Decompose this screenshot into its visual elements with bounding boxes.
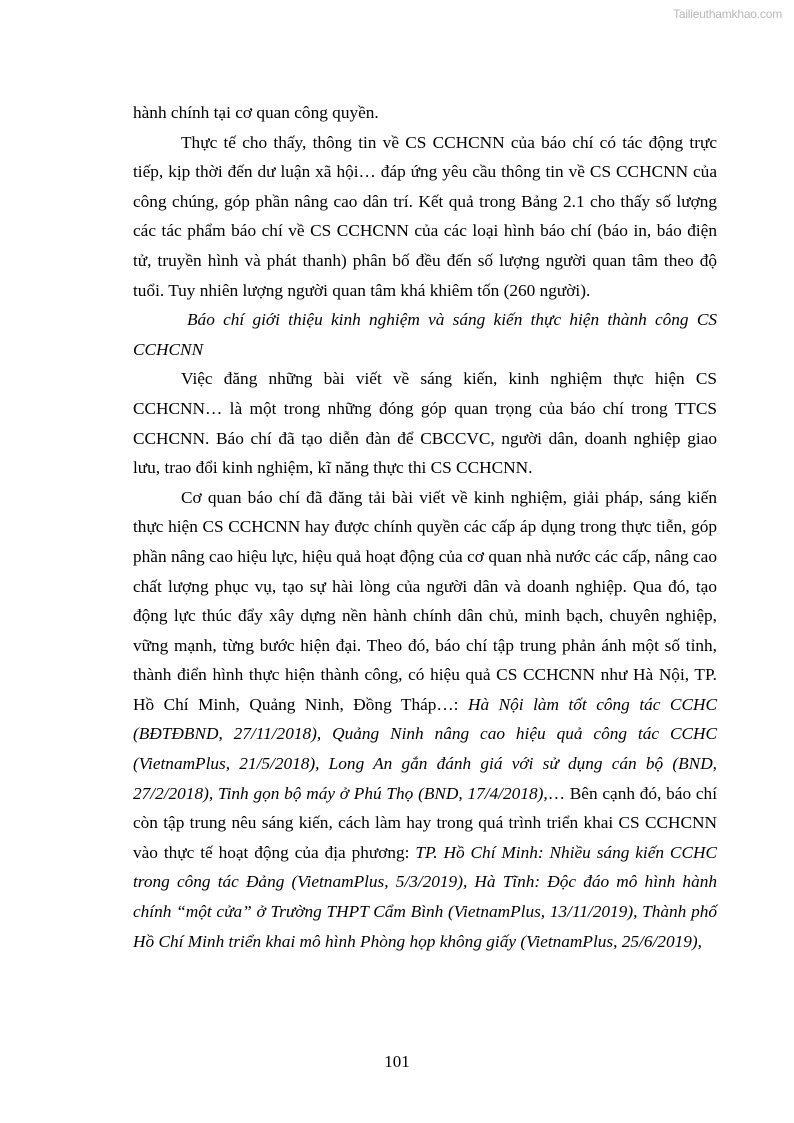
paragraph-info-impact: Thực tế cho thấy, thông tin về CS CCHCNN của báo chí có tác động trực tiếp, kịp thời đến dư luận xã hội… đáp ứng yêu cầu thông tin về CS CCHCNN của công chúng, góp phần nâng cao dân trí. Kết quả trong Bảng 2.1 cho thấy số lượng các tác phẩm báo chí về CS CCHCNN của các loại hình báo chí (báo in, báo điện tử, truyền hình và phát thanh) phân bố đều đến số lượng người quan tâm theo độ tuổi. Tuy nhiên lượng người quan tâm khá khiêm tốn (260 người). xyxy=(133,132,717,300)
examples-citations-1: Hà Nội làm tốt công tác CCHC (BĐTĐBND, 27/11/2018), Quảng Ninh nâng cao hiệu quả công tác CCHC (VietnamPlus, 21/5/2018), Long An gắn đánh giá với sử dụng cán bộ (BND, 27/2/2018), Tinh gọn bộ máy ở Phú Thọ (BND, 17/4/2018), xyxy=(133,694,717,803)
page-number: 101 xyxy=(384,1052,410,1071)
section-heading: Báo chí giới thiệu kinh nghiệm và sáng kiến thực hiện thành công CS CCHCNN xyxy=(133,310,717,359)
watermark: Tailieuthamkhao.com xyxy=(673,7,782,21)
examples-citations-2: TP. Hồ Chí Minh: Nhiều sáng kiến CCHC trong công tác Đảng (VietnamPlus, 5/3/2019), Hà Tĩnh: Độc đáo mô hình hành chính “một cửa” ở Trường THPT Cẩm Bình (VietnamPlus, 13/11/2019), Thành phố Hồ Chí Minh triển khai mô hình Phòng họp không giấy (VietnamPlus, 25/6/2019), xyxy=(133,842,717,951)
paragraph-forum: Việc đăng những bài viết về sáng kiến, kinh nghiệm thực hiện CS CCHCNN… là một trong những đóng góp quan trọng của báo chí trong TTCS CCHCNN. Báo chí đã tạo diễn đàn để CBCCVC, người dân, doanh nghiệp giao lưu, trao đổi kinh nghiệm, kĩ năng thực thi CS CCHCNN. xyxy=(133,369,717,478)
paragraph-examples xyxy=(133,483,717,957)
examples-text-1: Cơ quan báo chí đã đăng tải bài viết về kinh nghiệm, giải pháp, sáng kiến thực hiện CS CCHCNN hay được chính quyền các cấp áp dụng trong thực tiễn, góp phần nâng cao hiệu lực, hiệu quả hoạt động của cơ quan nhà nước các cấp, nâng cao chất lượng phục vụ, tạo sự hài lòng của người dân và doanh nghiệp. Qua đó, tạo động lực thúc đẩy xây dựng nền hành chính dân chủ, minh bạch, chuyên nghiệp, vững mạnh, từng bước hiện đại. Theo đó, báo chí tập trung phản ánh một số tỉnh, thành điển hình thực hiện thành công, có hiệu quả CS CCHCNN như Hà Nội, TP. Hồ Chí Minh, Quảng Ninh, Đồng Tháp…: xyxy=(133,487,717,714)
paragraph-continuation: hành chính tại cơ quan công quyền. xyxy=(133,103,379,122)
document-body xyxy=(133,98,717,956)
examples-text-2: … Bên cạnh đó, báo chí còn tập trung nêu sáng kiến, cách làm hay trong quá trình triển khai CS CCHCNN vào thực tế hoạt động của địa phương: xyxy=(133,783,717,862)
